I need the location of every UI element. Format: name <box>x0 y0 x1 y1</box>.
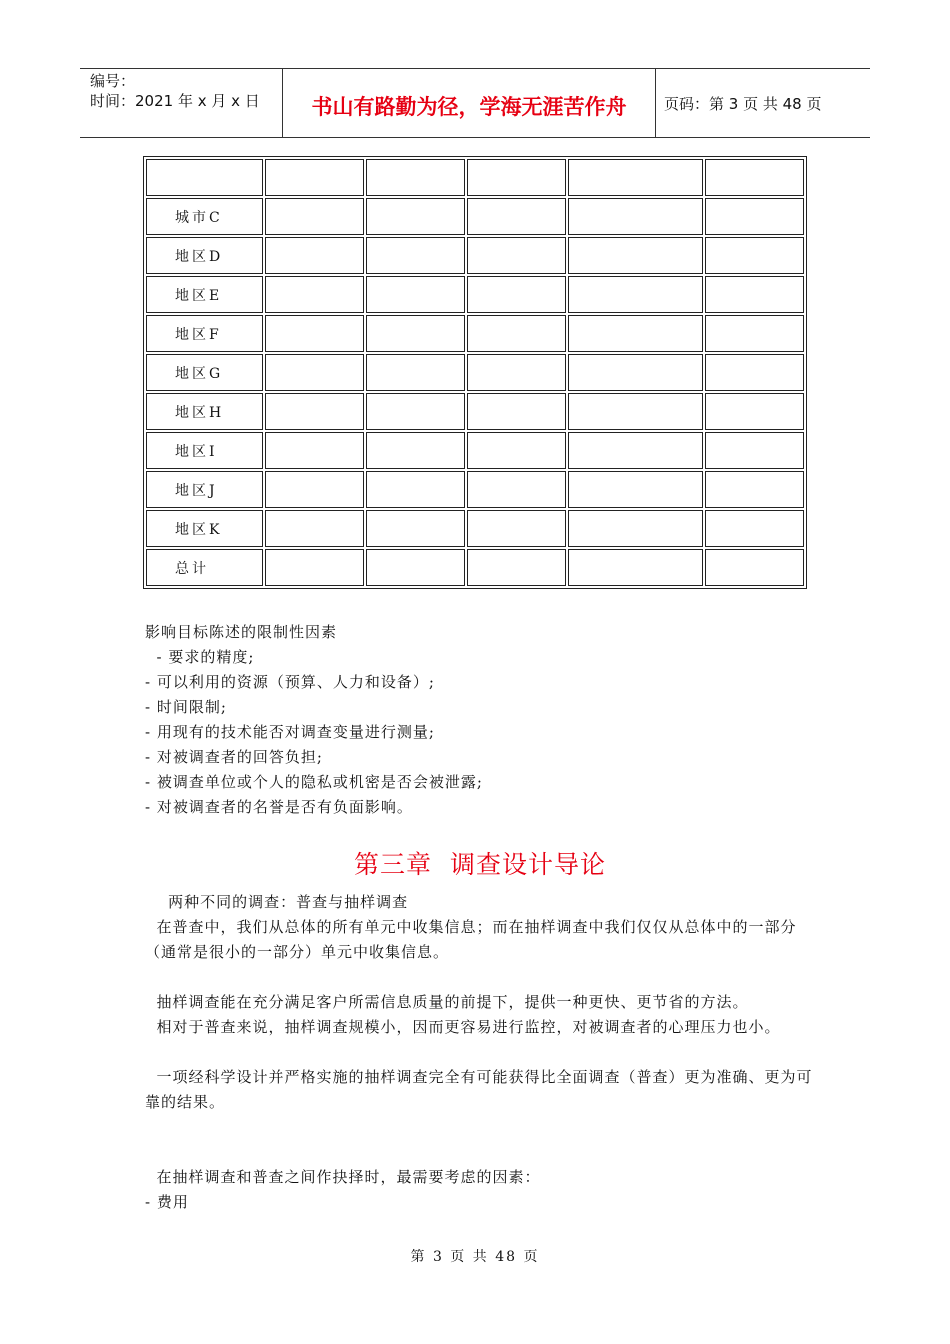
table-cell <box>568 510 703 547</box>
header-motto-cell <box>282 69 656 137</box>
constraint-item: - 时间限制; <box>145 698 227 716</box>
table-cell <box>568 198 703 235</box>
table-row <box>146 276 804 313</box>
header-meta <box>80 69 282 137</box>
table-cell <box>265 510 364 547</box>
row-label: 地区D <box>146 237 263 274</box>
table-row <box>146 198 804 235</box>
table-row <box>146 549 804 586</box>
table-cell <box>265 549 364 586</box>
table-row <box>146 354 804 391</box>
table-cell <box>705 549 804 586</box>
chapter-title: 第三章 调查设计导论 <box>354 850 606 879</box>
table-cell <box>366 471 465 508</box>
table-cell <box>265 432 364 469</box>
table-cell <box>467 276 566 313</box>
table-cell <box>265 471 364 508</box>
table-row <box>146 432 804 469</box>
row-label: 地区K <box>146 510 263 547</box>
constraint-item: - 被调查单位或个人的隐私或机密是否会被泄露; <box>145 773 483 791</box>
paragraph: 在抽样调查和普查之间作抉择时，最需要考虑的因素： <box>145 1168 541 1186</box>
table-cell <box>366 549 465 586</box>
paragraph: 抽样调查能在充分满足客户所需信息质量的前提下，提供一种更快、更节省的方法。 <box>145 993 749 1011</box>
table-cell <box>366 432 465 469</box>
serial-label: 编号： <box>90 72 136 90</box>
table-cell <box>705 393 804 430</box>
table-row <box>146 237 804 274</box>
table-cell <box>265 276 364 313</box>
constraints-title: 影响目标陈述的限制性因素 <box>145 623 338 641</box>
table-row <box>146 510 804 547</box>
table-cell <box>467 237 566 274</box>
table-cell <box>467 393 566 430</box>
constraint-item: - 要求的精度; <box>145 648 255 666</box>
table-cell <box>705 159 804 196</box>
row-label: 地区H <box>146 393 263 430</box>
row-label <box>146 159 263 196</box>
table-cell <box>705 276 804 313</box>
paragraph: 在普查中，我们从总体的所有单元中收集信息；而在抽样调查中我们仅仅从总体中的一部分（通常是很小的一部分）单元中收集信息。 <box>145 918 797 961</box>
paragraph: - 费用 <box>145 1193 189 1211</box>
table-cell <box>705 432 804 469</box>
document-body <box>145 620 815 1215</box>
table-cell <box>467 471 566 508</box>
paragraph: 相对于普查来说，抽样调查规模小，因而更容易进行监控，对被调查者的心理压力也小。 <box>145 1018 781 1036</box>
constraint-item: - 对被调查者的回答负担; <box>145 748 323 766</box>
table-cell <box>568 432 703 469</box>
constraint-item: - 用现有的技术能否对调查变量进行测量; <box>145 723 435 741</box>
table-cell <box>705 198 804 235</box>
table-cell <box>467 198 566 235</box>
table-cell <box>467 510 566 547</box>
table-cell <box>568 471 703 508</box>
table-cell <box>366 315 465 352</box>
table-cell <box>568 354 703 391</box>
table-cell <box>366 510 465 547</box>
table-cell <box>568 237 703 274</box>
row-label: 城市C <box>146 198 263 235</box>
table-cell <box>265 198 364 235</box>
table-cell <box>568 276 703 313</box>
paragraph: 两种不同的调查：普查与抽样调查 <box>145 893 409 911</box>
page-header <box>80 68 870 138</box>
table-cell <box>705 237 804 274</box>
table-cell <box>366 393 465 430</box>
table-row <box>146 159 804 196</box>
table-cell <box>366 198 465 235</box>
table-cell <box>705 510 804 547</box>
date-label: 时间：2021 年 x 月 x 日 <box>90 92 260 110</box>
region-table <box>143 156 807 589</box>
table-row <box>146 471 804 508</box>
row-label: 地区F <box>146 315 263 352</box>
header-motto: 书山有路勤为径，学海无涯苦作舟 <box>311 95 627 119</box>
page-footer: 第 3 页 共 48 页 <box>410 1249 540 1265</box>
table-cell <box>467 315 566 352</box>
header-page-info: 页码：第 3 页 共 48 页 <box>664 95 822 113</box>
table-cell <box>366 276 465 313</box>
table-cell <box>568 159 703 196</box>
row-label: 地区J <box>146 471 263 508</box>
row-label: 总计 <box>146 549 263 586</box>
table-cell <box>568 393 703 430</box>
table-cell <box>467 159 566 196</box>
table-cell <box>467 432 566 469</box>
table-cell <box>568 549 703 586</box>
table-cell <box>705 354 804 391</box>
table-cell <box>366 237 465 274</box>
table-cell <box>265 237 364 274</box>
table-cell <box>705 315 804 352</box>
table-cell <box>265 393 364 430</box>
constraint-item: - 对被调查者的名誉是否有负面影响。 <box>145 798 413 816</box>
table-cell <box>265 315 364 352</box>
row-label: 地区E <box>146 276 263 313</box>
table-cell <box>467 549 566 586</box>
table-row <box>146 393 804 430</box>
table-cell <box>705 471 804 508</box>
row-label: 地区G <box>146 354 263 391</box>
paragraph: 一项经科学设计并严格实施的抽样调查完全有可能获得比全面调查（普查）更为准确、更为可靠的结果。 <box>145 1068 813 1111</box>
table-cell <box>568 315 703 352</box>
table-cell <box>467 354 566 391</box>
table-cell <box>366 159 465 196</box>
table-row <box>146 315 804 352</box>
table-cell <box>265 159 364 196</box>
row-label: 地区I <box>146 432 263 469</box>
table-cell <box>265 354 364 391</box>
table-cell <box>366 354 465 391</box>
constraint-item: - 可以利用的资源（预算、人力和设备）; <box>145 673 435 691</box>
